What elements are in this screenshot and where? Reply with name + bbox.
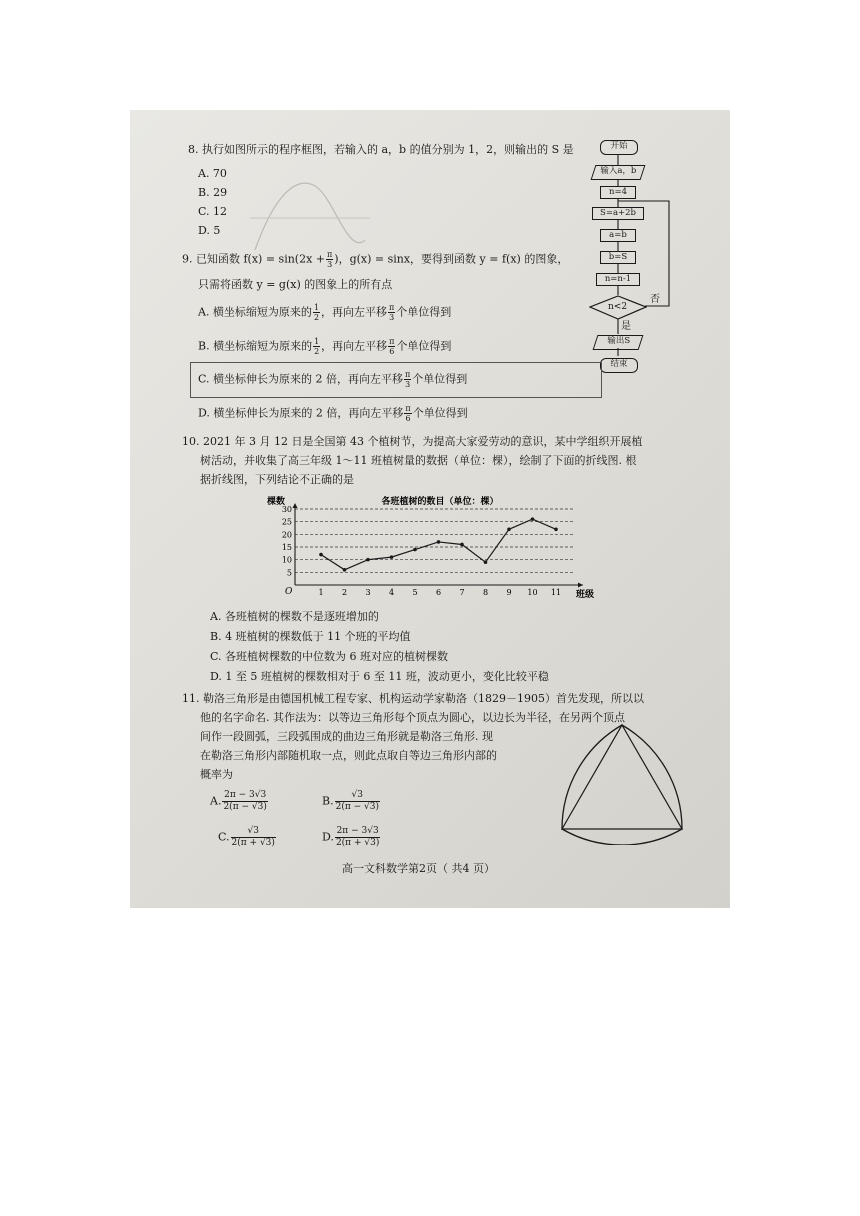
q10-option-c: C. 各班植树棵数的中位数为 6 班对应的植树棵数	[210, 650, 449, 663]
chart-origin-label: O	[285, 587, 293, 597]
q8-stem: 8. 执行如图所示的程序框图，若输入的 a，b 的值分别为 1，2，则输出的 S 是	[188, 143, 574, 156]
chart-title: 各班植树的数目（单位：棵）	[381, 497, 499, 507]
q10-stem-line1: 10. 2021 年 3 月 12 日是全国第 43 个植树节，为提高大家爱劳动的意识，某中学组织开展植	[182, 435, 643, 448]
q11-stem-line3: 间作一段圆弧，三段弧围成的曲边三角形就是勒洛三角形. 现	[200, 730, 493, 743]
chart-series-line	[321, 519, 556, 570]
flowchart-no-label: 否	[650, 294, 660, 305]
q10-option-d: D. 1 至 5 班植树的棵数相对于 6 至 11 班，波动更小，变化比较平稳	[210, 670, 549, 683]
flowchart-input: 输入a，b	[591, 165, 646, 180]
chart-x-arrow	[578, 583, 583, 588]
chart-data-point	[366, 558, 370, 562]
q10-stem-line2: 树活动，并收集了高三年级 1～11 班植树量的数据（单位：棵），绘制了下面的折线图. 根	[200, 454, 637, 467]
q11-stem-line2: 他的名字命名. 其作法为：以等边三角形每个顶点为圆心，以边长为半径，在另两个顶点	[200, 711, 625, 724]
chart-x-tick-label: 4	[388, 588, 395, 597]
q8-option-c: C. 12	[198, 205, 228, 218]
reuleaux-triangle-figure	[552, 715, 692, 845]
page-footer: 高一文科数学第2页（ 共4 页）	[342, 862, 495, 875]
bleed-through-curve	[250, 170, 370, 260]
flowchart-yes-label: 是	[621, 321, 631, 332]
chart-x-tick-label: 2	[341, 588, 348, 597]
chart-x-tick-label: 11	[550, 588, 562, 597]
flowchart-output: 输出S	[593, 335, 644, 350]
flowchart-start: 开始	[600, 140, 638, 155]
chart-data-point	[343, 568, 347, 572]
line-chart	[265, 493, 605, 605]
q11-option-a: A. $\frac{2\pi - 3√3}{2(\pi - √3)}$	[210, 790, 267, 812]
q10-option-a: A. 各班植树的棵数不是逐班增加的	[210, 610, 379, 623]
flowchart-a-assign: a=b	[600, 229, 636, 242]
q8-option-a: A. 70	[198, 167, 227, 180]
chart-ylabel: 棵数	[267, 497, 286, 507]
chart-data-point	[319, 553, 323, 557]
q8-option-d: D. 5	[198, 224, 221, 237]
chart-y-arrow	[293, 503, 298, 508]
chart-data-point	[507, 527, 511, 531]
chart-x-tick-label: 1	[318, 588, 324, 597]
chart-data-point	[413, 548, 417, 552]
q11-stem-line1: 11. 勒洛三角形是由德国机械工程专家、机构运动学家勒洛（1829－1905）首先发现，所以以	[182, 692, 644, 705]
q11-option-d: D. $\frac{2\pi - 3√3}{2(\pi + √3)}$	[322, 826, 380, 848]
q9-option-c: C. 横坐标伸长为原来的 2 倍，再向左平移 $\frac{\pi}{3}$ 个单位得到	[198, 370, 468, 389]
chart-x-tick-label: 7	[459, 588, 465, 597]
chart-x-tick-label: 6	[435, 588, 442, 597]
chart-y-tick-label: 15	[281, 543, 292, 552]
chart-data-point	[531, 517, 535, 521]
q9-stem: 9. 已知函数 f(x) = sin(2x + $\frac{\pi}{3}$ )，g(x) = sinx，要得到函数 y = f(x) 的图象，	[182, 250, 569, 269]
chart-x-tick-label: 5	[412, 588, 418, 597]
chart-y-tick-label: 25	[281, 517, 292, 527]
chart-xlabel: 班级	[575, 590, 595, 600]
q9-option-b: B. 横坐标缩短为原来的 $\frac{1}{2}$ ，再向左平移 $\frac{\pi}{6}$ 个单位得到	[198, 337, 452, 356]
q9-option-d: D. 横坐标伸长为原来的 2 倍，再向左平移 $\frac{\pi}{6}$ 个单位得到	[198, 404, 468, 423]
flowchart-end: 结束	[600, 358, 638, 373]
q11-option-c: C. $\frac{√3}{2(\pi + √3)}$	[218, 826, 275, 848]
flowchart-condition-text: n<2	[608, 302, 628, 312]
flowchart-s-assign: S=a+2b	[592, 207, 644, 220]
chart-x-tick-label: 8	[482, 588, 489, 597]
q9-option-a: A. 横坐标缩短为原来的 $\frac{1}{2}$ ，再向左平移 $\frac{\pi}{3}$ 个单位得到	[198, 303, 452, 322]
q10-stem-line3: 据折线图，下列结论不正确的是	[200, 473, 354, 486]
exam-page-photo	[130, 110, 730, 908]
chart-y-tick-label: 20	[281, 530, 292, 540]
chart-y-tick-label: 30	[281, 505, 292, 514]
chart-data-point	[460, 543, 464, 547]
flowchart-init: n=4	[600, 186, 636, 199]
q10-option-b: B. 4 班植树的棵数低于 11 个班的平均值	[210, 630, 411, 643]
q11-stem-line4: 在勒洛三角形内部随机取一点，则此点取自等边三角形内部的	[200, 749, 497, 762]
flowchart-b-assign: b=S	[600, 251, 636, 264]
chart-x-tick-label: 10	[527, 588, 538, 597]
q9-stem-line2: 只需将函数 y = g(x) 的图象上的所有点	[198, 278, 393, 291]
chart-data-point	[554, 527, 558, 531]
chart-y-tick-label: 10	[281, 555, 292, 565]
chart-data-point	[484, 560, 488, 564]
chart-y-tick-label: 5	[286, 568, 292, 578]
q11-option-b: B. $\frac{√3}{2(\pi - √3)}$	[322, 790, 379, 812]
chart-x-tick-label: 9	[506, 588, 512, 597]
q11-stem-line5: 概率为	[200, 768, 233, 781]
chart-x-tick-label: 3	[365, 588, 371, 597]
chart-data-point	[437, 540, 441, 544]
chart-data-point	[390, 555, 394, 559]
q8-option-b: B. 29	[198, 186, 228, 199]
flowchart-n-decrement: n=n-1	[596, 273, 640, 286]
